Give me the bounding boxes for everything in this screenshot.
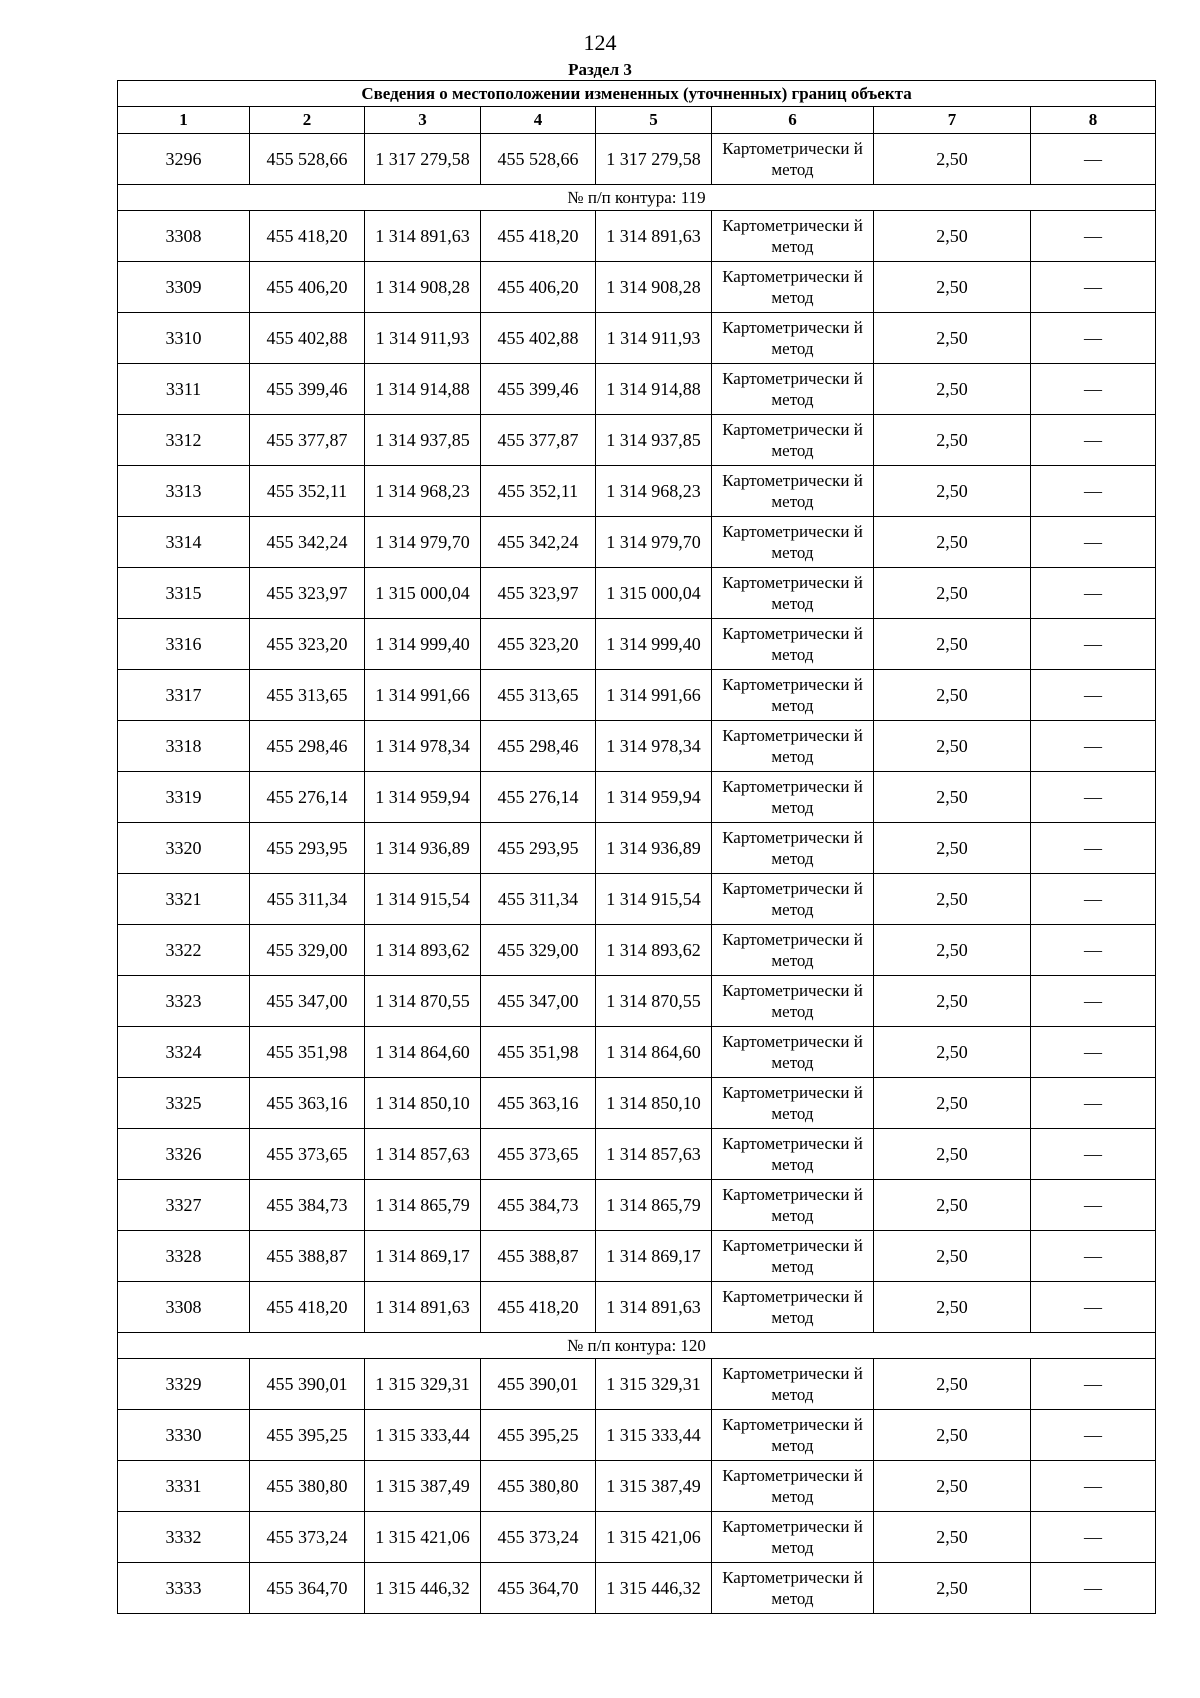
table-caption-row <box>118 81 1156 107</box>
y-existing-cell: 1 317 279,58 <box>365 134 481 185</box>
accuracy-cell: 2,50 <box>874 313 1031 364</box>
y-new-cell: 1 314 978,34 <box>596 721 712 772</box>
y-existing-cell: 1 314 978,34 <box>365 721 481 772</box>
y-new-cell: 1 314 908,28 <box>596 262 712 313</box>
y-new-cell: 1 314 979,70 <box>596 517 712 568</box>
accuracy-cell: 2,50 <box>874 211 1031 262</box>
point-number-cell: 3314 <box>118 517 250 568</box>
method-cell: Картометрически й метод <box>712 517 874 568</box>
column-number: 5 <box>596 107 712 134</box>
point-number-cell: 3326 <box>118 1129 250 1180</box>
y-new-cell: 1 314 891,63 <box>596 1282 712 1333</box>
description-cell: — <box>1031 364 1156 415</box>
point-number-cell: 3329 <box>118 1359 250 1410</box>
x-new-cell: 455 276,14 <box>481 772 596 823</box>
method-cell: Картометрически й метод <box>712 619 874 670</box>
x-new-cell: 455 293,95 <box>481 823 596 874</box>
y-existing-cell: 1 314 911,93 <box>365 313 481 364</box>
y-existing-cell: 1 314 968,23 <box>365 466 481 517</box>
point-number-cell: 3327 <box>118 1180 250 1231</box>
y-new-cell: 1 314 893,62 <box>596 925 712 976</box>
y-existing-cell: 1 314 959,94 <box>365 772 481 823</box>
x-existing-cell: 455 418,20 <box>250 1282 365 1333</box>
y-existing-cell: 1 314 850,10 <box>365 1078 481 1129</box>
table-caption: Сведения о местоположении измененных (уточненных) границ объекта <box>118 81 1156 107</box>
accuracy-cell: 2,50 <box>874 1231 1031 1282</box>
table-row <box>118 1180 1156 1231</box>
y-existing-cell: 1 314 891,63 <box>365 1282 481 1333</box>
y-existing-cell: 1 314 891,63 <box>365 211 481 262</box>
x-existing-cell: 455 276,14 <box>250 772 365 823</box>
table-body <box>118 134 1156 1614</box>
accuracy-cell: 2,50 <box>874 364 1031 415</box>
y-existing-cell: 1 315 000,04 <box>365 568 481 619</box>
column-number-row <box>118 107 1156 134</box>
accuracy-cell: 2,50 <box>874 466 1031 517</box>
description-cell: — <box>1031 721 1156 772</box>
point-number-cell: 3325 <box>118 1078 250 1129</box>
x-existing-cell: 455 323,97 <box>250 568 365 619</box>
method-cell: Картометрически й метод <box>712 721 874 772</box>
description-cell: — <box>1031 134 1156 185</box>
y-existing-cell: 1 314 914,88 <box>365 364 481 415</box>
accuracy-cell: 2,50 <box>874 823 1031 874</box>
description-cell: — <box>1031 517 1156 568</box>
y-existing-cell: 1 315 387,49 <box>365 1461 481 1512</box>
table-row <box>118 466 1156 517</box>
x-new-cell: 455 380,80 <box>481 1461 596 1512</box>
x-existing-cell: 455 380,80 <box>250 1461 365 1512</box>
accuracy-cell: 2,50 <box>874 134 1031 185</box>
table-row <box>118 1512 1156 1563</box>
column-number: 4 <box>481 107 596 134</box>
description-cell: — <box>1031 1282 1156 1333</box>
x-existing-cell: 455 528,66 <box>250 134 365 185</box>
accuracy-cell: 2,50 <box>874 568 1031 619</box>
description-cell: — <box>1031 415 1156 466</box>
x-new-cell: 455 352,11 <box>481 466 596 517</box>
x-new-cell: 455 406,20 <box>481 262 596 313</box>
x-new-cell: 455 342,24 <box>481 517 596 568</box>
method-cell: Картометрически й метод <box>712 1282 874 1333</box>
method-cell: Картометрически й метод <box>712 1078 874 1129</box>
x-existing-cell: 455 402,88 <box>250 313 365 364</box>
point-number-cell: 3322 <box>118 925 250 976</box>
method-cell: Картометрически й метод <box>712 670 874 721</box>
x-new-cell: 455 323,20 <box>481 619 596 670</box>
y-new-cell: 1 315 333,44 <box>596 1410 712 1461</box>
x-new-cell: 455 298,46 <box>481 721 596 772</box>
x-existing-cell: 455 342,24 <box>250 517 365 568</box>
table-row <box>118 262 1156 313</box>
x-new-cell: 455 364,70 <box>481 1563 596 1614</box>
description-cell: — <box>1031 1231 1156 1282</box>
accuracy-cell: 2,50 <box>874 1359 1031 1410</box>
point-number-cell: 3313 <box>118 466 250 517</box>
x-new-cell: 455 323,97 <box>481 568 596 619</box>
point-number-cell: 3310 <box>118 313 250 364</box>
column-number: 8 <box>1031 107 1156 134</box>
x-new-cell: 455 351,98 <box>481 1027 596 1078</box>
method-cell: Картометрически й метод <box>712 1180 874 1231</box>
y-new-cell: 1 314 999,40 <box>596 619 712 670</box>
column-number: 3 <box>365 107 481 134</box>
method-cell: Картометрически й метод <box>712 415 874 466</box>
point-number-cell: 3333 <box>118 1563 250 1614</box>
y-new-cell: 1 314 850,10 <box>596 1078 712 1129</box>
point-number-cell: 3319 <box>118 772 250 823</box>
y-new-cell: 1 314 937,85 <box>596 415 712 466</box>
y-new-cell: 1 315 446,32 <box>596 1563 712 1614</box>
y-new-cell: 1 314 991,66 <box>596 670 712 721</box>
y-new-cell: 1 317 279,58 <box>596 134 712 185</box>
x-new-cell: 455 329,00 <box>481 925 596 976</box>
y-existing-cell: 1 314 857,63 <box>365 1129 481 1180</box>
y-new-cell: 1 314 870,55 <box>596 976 712 1027</box>
y-new-cell: 1 315 421,06 <box>596 1512 712 1563</box>
x-existing-cell: 455 311,34 <box>250 874 365 925</box>
x-existing-cell: 455 323,20 <box>250 619 365 670</box>
y-existing-cell: 1 314 865,79 <box>365 1180 481 1231</box>
x-new-cell: 455 528,66 <box>481 134 596 185</box>
x-new-cell: 455 418,20 <box>481 1282 596 1333</box>
table-row <box>118 1282 1156 1333</box>
point-number-cell: 3328 <box>118 1231 250 1282</box>
table-row <box>118 1231 1156 1282</box>
y-new-cell: 1 315 000,04 <box>596 568 712 619</box>
x-new-cell: 455 395,25 <box>481 1410 596 1461</box>
accuracy-cell: 2,50 <box>874 772 1031 823</box>
y-existing-cell: 1 315 333,44 <box>365 1410 481 1461</box>
y-existing-cell: 1 315 329,31 <box>365 1359 481 1410</box>
x-existing-cell: 455 364,70 <box>250 1563 365 1614</box>
y-new-cell: 1 314 959,94 <box>596 772 712 823</box>
column-number: 6 <box>712 107 874 134</box>
x-new-cell: 455 402,88 <box>481 313 596 364</box>
description-cell: — <box>1031 466 1156 517</box>
y-existing-cell: 1 314 869,17 <box>365 1231 481 1282</box>
point-number-cell: 3332 <box>118 1512 250 1563</box>
description-cell: — <box>1031 1129 1156 1180</box>
table-row <box>118 619 1156 670</box>
method-cell: Картометрически й метод <box>712 1563 874 1614</box>
method-cell: Картометрически й метод <box>712 262 874 313</box>
description-cell: — <box>1031 568 1156 619</box>
table-row <box>118 134 1156 185</box>
point-number-cell: 3317 <box>118 670 250 721</box>
page-number: 124 <box>583 30 617 55</box>
table-row <box>118 1078 1156 1129</box>
coordinates-table <box>117 80 1156 1614</box>
table-row <box>118 1563 1156 1614</box>
point-number-cell: 3320 <box>118 823 250 874</box>
contour-label: № п/п контура: 119 <box>118 185 1156 211</box>
method-cell: Картометрически й метод <box>712 772 874 823</box>
method-cell: Картометрически й метод <box>712 823 874 874</box>
x-new-cell: 455 418,20 <box>481 211 596 262</box>
method-cell: Картометрически й метод <box>712 134 874 185</box>
description-cell: — <box>1031 1078 1156 1129</box>
accuracy-cell: 2,50 <box>874 874 1031 925</box>
method-cell: Картометрически й метод <box>712 976 874 1027</box>
description-cell: — <box>1031 772 1156 823</box>
x-new-cell: 455 377,87 <box>481 415 596 466</box>
accuracy-cell: 2,50 <box>874 1129 1031 1180</box>
contour-header-row <box>118 185 1156 211</box>
x-new-cell: 455 373,24 <box>481 1512 596 1563</box>
y-new-cell: 1 314 911,93 <box>596 313 712 364</box>
accuracy-cell: 2,50 <box>874 1512 1031 1563</box>
accuracy-cell: 2,50 <box>874 1410 1031 1461</box>
x-existing-cell: 455 399,46 <box>250 364 365 415</box>
y-existing-cell: 1 315 421,06 <box>365 1512 481 1563</box>
accuracy-cell: 2,50 <box>874 1078 1031 1129</box>
y-new-cell: 1 314 865,79 <box>596 1180 712 1231</box>
description-cell: — <box>1031 1359 1156 1410</box>
table-row <box>118 568 1156 619</box>
y-new-cell: 1 314 864,60 <box>596 1027 712 1078</box>
method-cell: Картометрически й метод <box>712 1231 874 1282</box>
method-cell: Картометрически й метод <box>712 874 874 925</box>
column-number: 1 <box>118 107 250 134</box>
y-new-cell: 1 314 891,63 <box>596 211 712 262</box>
accuracy-cell: 2,50 <box>874 1282 1031 1333</box>
description-cell: — <box>1031 1512 1156 1563</box>
x-existing-cell: 455 347,00 <box>250 976 365 1027</box>
column-number: 7 <box>874 107 1031 134</box>
x-existing-cell: 455 373,65 <box>250 1129 365 1180</box>
description-cell: — <box>1031 823 1156 874</box>
accuracy-cell: 2,50 <box>874 415 1031 466</box>
point-number-cell: 3331 <box>118 1461 250 1512</box>
description-cell: — <box>1031 1027 1156 1078</box>
point-number-cell: 3311 <box>118 364 250 415</box>
x-existing-cell: 455 406,20 <box>250 262 365 313</box>
table-row <box>118 517 1156 568</box>
x-existing-cell: 455 363,16 <box>250 1078 365 1129</box>
table-row <box>118 1359 1156 1410</box>
y-new-cell: 1 314 914,88 <box>596 364 712 415</box>
description-cell: — <box>1031 262 1156 313</box>
description-cell: — <box>1031 1461 1156 1512</box>
accuracy-cell: 2,50 <box>874 1461 1031 1512</box>
x-existing-cell: 455 329,00 <box>250 925 365 976</box>
table-row <box>118 1027 1156 1078</box>
point-number-cell: 3315 <box>118 568 250 619</box>
point-number-cell: 3324 <box>118 1027 250 1078</box>
point-number-cell: 3308 <box>118 211 250 262</box>
table-row <box>118 1410 1156 1461</box>
description-cell: — <box>1031 1180 1156 1231</box>
point-number-cell: 3318 <box>118 721 250 772</box>
x-existing-cell: 455 351,98 <box>250 1027 365 1078</box>
point-number-cell: 3308 <box>118 1282 250 1333</box>
method-cell: Картометрически й метод <box>712 925 874 976</box>
accuracy-cell: 2,50 <box>874 262 1031 313</box>
y-new-cell: 1 314 915,54 <box>596 874 712 925</box>
x-new-cell: 455 313,65 <box>481 670 596 721</box>
point-number-cell: 3323 <box>118 976 250 1027</box>
point-number-cell: 3309 <box>118 262 250 313</box>
description-cell: — <box>1031 670 1156 721</box>
y-existing-cell: 1 314 908,28 <box>365 262 481 313</box>
x-existing-cell: 455 390,01 <box>250 1359 365 1410</box>
table-row <box>118 1461 1156 1512</box>
accuracy-cell: 2,50 <box>874 925 1031 976</box>
x-existing-cell: 455 352,11 <box>250 466 365 517</box>
x-existing-cell: 455 298,46 <box>250 721 365 772</box>
description-cell: — <box>1031 1563 1156 1614</box>
table-row <box>118 670 1156 721</box>
accuracy-cell: 2,50 <box>874 1027 1031 1078</box>
x-existing-cell: 455 377,87 <box>250 415 365 466</box>
table-row <box>118 874 1156 925</box>
description-cell: — <box>1031 874 1156 925</box>
y-existing-cell: 1 314 991,66 <box>365 670 481 721</box>
method-cell: Картометрически й метод <box>712 1461 874 1512</box>
table-row <box>118 313 1156 364</box>
x-new-cell: 455 347,00 <box>481 976 596 1027</box>
y-new-cell: 1 314 968,23 <box>596 466 712 517</box>
accuracy-cell: 2,50 <box>874 976 1031 1027</box>
y-existing-cell: 1 314 870,55 <box>365 976 481 1027</box>
y-existing-cell: 1 314 999,40 <box>365 619 481 670</box>
column-number: 2 <box>250 107 365 134</box>
x-new-cell: 455 390,01 <box>481 1359 596 1410</box>
x-existing-cell: 455 384,73 <box>250 1180 365 1231</box>
method-cell: Картометрически й метод <box>712 211 874 262</box>
y-new-cell: 1 315 329,31 <box>596 1359 712 1410</box>
method-cell: Картометрически й метод <box>712 1512 874 1563</box>
x-new-cell: 455 373,65 <box>481 1129 596 1180</box>
table-row <box>118 211 1156 262</box>
description-cell: — <box>1031 976 1156 1027</box>
method-cell: Картометрически й метод <box>712 568 874 619</box>
table-row <box>118 721 1156 772</box>
description-cell: — <box>1031 211 1156 262</box>
table-row <box>118 976 1156 1027</box>
description-cell: — <box>1031 313 1156 364</box>
table-row <box>118 925 1156 976</box>
y-existing-cell: 1 314 937,85 <box>365 415 481 466</box>
contour-label: № п/п контура: 120 <box>118 1333 1156 1359</box>
y-existing-cell: 1 314 864,60 <box>365 1027 481 1078</box>
y-new-cell: 1 314 869,17 <box>596 1231 712 1282</box>
description-cell: — <box>1031 619 1156 670</box>
x-existing-cell: 455 395,25 <box>250 1410 365 1461</box>
x-existing-cell: 455 293,95 <box>250 823 365 874</box>
point-number-cell: 3321 <box>118 874 250 925</box>
section-title: Раздел 3 <box>568 60 632 79</box>
x-existing-cell: 455 313,65 <box>250 670 365 721</box>
accuracy-cell: 2,50 <box>874 619 1031 670</box>
x-new-cell: 455 311,34 <box>481 874 596 925</box>
y-existing-cell: 1 314 979,70 <box>365 517 481 568</box>
method-cell: Картометрически й метод <box>712 1027 874 1078</box>
x-existing-cell: 455 373,24 <box>250 1512 365 1563</box>
y-existing-cell: 1 314 936,89 <box>365 823 481 874</box>
method-cell: Картометрически й метод <box>712 313 874 364</box>
point-number-cell: 3330 <box>118 1410 250 1461</box>
x-new-cell: 455 363,16 <box>481 1078 596 1129</box>
method-cell: Картометрически й метод <box>712 466 874 517</box>
point-number-cell: 3296 <box>118 134 250 185</box>
x-new-cell: 455 399,46 <box>481 364 596 415</box>
x-existing-cell: 455 418,20 <box>250 211 365 262</box>
method-cell: Картометрически й метод <box>712 1359 874 1410</box>
method-cell: Картометрически й метод <box>712 1129 874 1180</box>
accuracy-cell: 2,50 <box>874 1180 1031 1231</box>
x-new-cell: 455 388,87 <box>481 1231 596 1282</box>
method-cell: Картометрически й метод <box>712 1410 874 1461</box>
point-number-cell: 3316 <box>118 619 250 670</box>
accuracy-cell: 2,50 <box>874 670 1031 721</box>
table-row <box>118 772 1156 823</box>
description-cell: — <box>1031 1410 1156 1461</box>
y-existing-cell: 1 314 915,54 <box>365 874 481 925</box>
description-cell: — <box>1031 925 1156 976</box>
accuracy-cell: 2,50 <box>874 721 1031 772</box>
y-new-cell: 1 315 387,49 <box>596 1461 712 1512</box>
table-row <box>118 415 1156 466</box>
x-new-cell: 455 384,73 <box>481 1180 596 1231</box>
y-existing-cell: 1 314 893,62 <box>365 925 481 976</box>
y-new-cell: 1 314 857,63 <box>596 1129 712 1180</box>
point-number-cell: 3312 <box>118 415 250 466</box>
x-existing-cell: 455 388,87 <box>250 1231 365 1282</box>
table-row <box>118 364 1156 415</box>
y-existing-cell: 1 315 446,32 <box>365 1563 481 1614</box>
table-row <box>118 823 1156 874</box>
contour-header-row <box>118 1333 1156 1359</box>
y-new-cell: 1 314 936,89 <box>596 823 712 874</box>
accuracy-cell: 2,50 <box>874 1563 1031 1614</box>
accuracy-cell: 2,50 <box>874 517 1031 568</box>
table-row <box>118 1129 1156 1180</box>
method-cell: Картометрически й метод <box>712 364 874 415</box>
